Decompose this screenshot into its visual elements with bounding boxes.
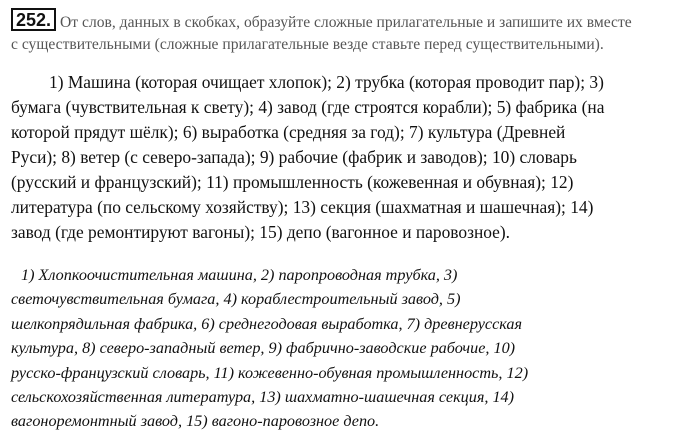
answer-text <box>11 263 693 434</box>
task-instruction-line-1 <box>11 8 693 34</box>
exercise-text-line: бумага (чувствительная к свету); 4) завод (где строятся корабли); 5) фабрика (на <box>11 97 605 117</box>
answer-text-line: русско-французский словарь, 11) кожевенно-обувная промышленность, 12) <box>11 363 529 382</box>
answer-text-line: вагоноремонтный завод, 15) вагоно-паровозное депо. <box>11 412 380 431</box>
exercise-text <box>11 70 693 245</box>
exercise-number-badge: 252. <box>11 8 56 31</box>
task-instruction-text-1: От слов, данных в скобках, образуйте сложные прилагательные и запишите их вместе <box>60 14 632 31</box>
answer-text-line: 1) Хлопкоочистительная машина, 2) паропроводная трубка, 3) <box>21 266 458 284</box>
answer-text-line: светочувствительная бумага, 4) кораблестроительный завод, 5) <box>11 290 461 309</box>
exercise-text-line: (русский и французский); 11) промышленность (кожевенная и обувная); 12) <box>11 172 574 192</box>
answer-text-line: культура, 8) северо-западный ветер, 9) фабрично-заводские рабочие, 10) <box>11 339 516 358</box>
answer-text-line: сельскохозяйственная литература, 13) шахматно-шашечная секция, 14) <box>11 388 515 407</box>
exercise-text-line: которой прядут шёлк); 6) выработка (средняя за год); 7) культура (Древней <box>11 122 566 142</box>
exercise-text-line: завод (где ремонтируют вагоны); 15) депо (вагонное и паровозное). <box>11 222 511 242</box>
exercise-text-line: Руси); 8) ветер (с северо-запада); 9) рабочие (фабрик и заводов); 10) словарь <box>11 147 577 167</box>
exercise-text-line: литература (по сельскому хозяйству); 13) секция (шахматная и шашечная); 14) <box>11 197 594 217</box>
task-instruction-line-2 <box>11 34 693 56</box>
task-instruction-text-2: с существительными (сложные прилагательные везде ставьте перед существительными). <box>11 36 604 53</box>
answer-text-line: шелкопрядильная фабрика, 6) среднегодовая выработка, 7) древнерусская <box>11 314 523 333</box>
exercise-block <box>11 8 693 434</box>
exercise-text-line: 1) Машина (которая очищает хлопок); 2) трубка (которая проводит пар); 3) <box>49 72 604 92</box>
